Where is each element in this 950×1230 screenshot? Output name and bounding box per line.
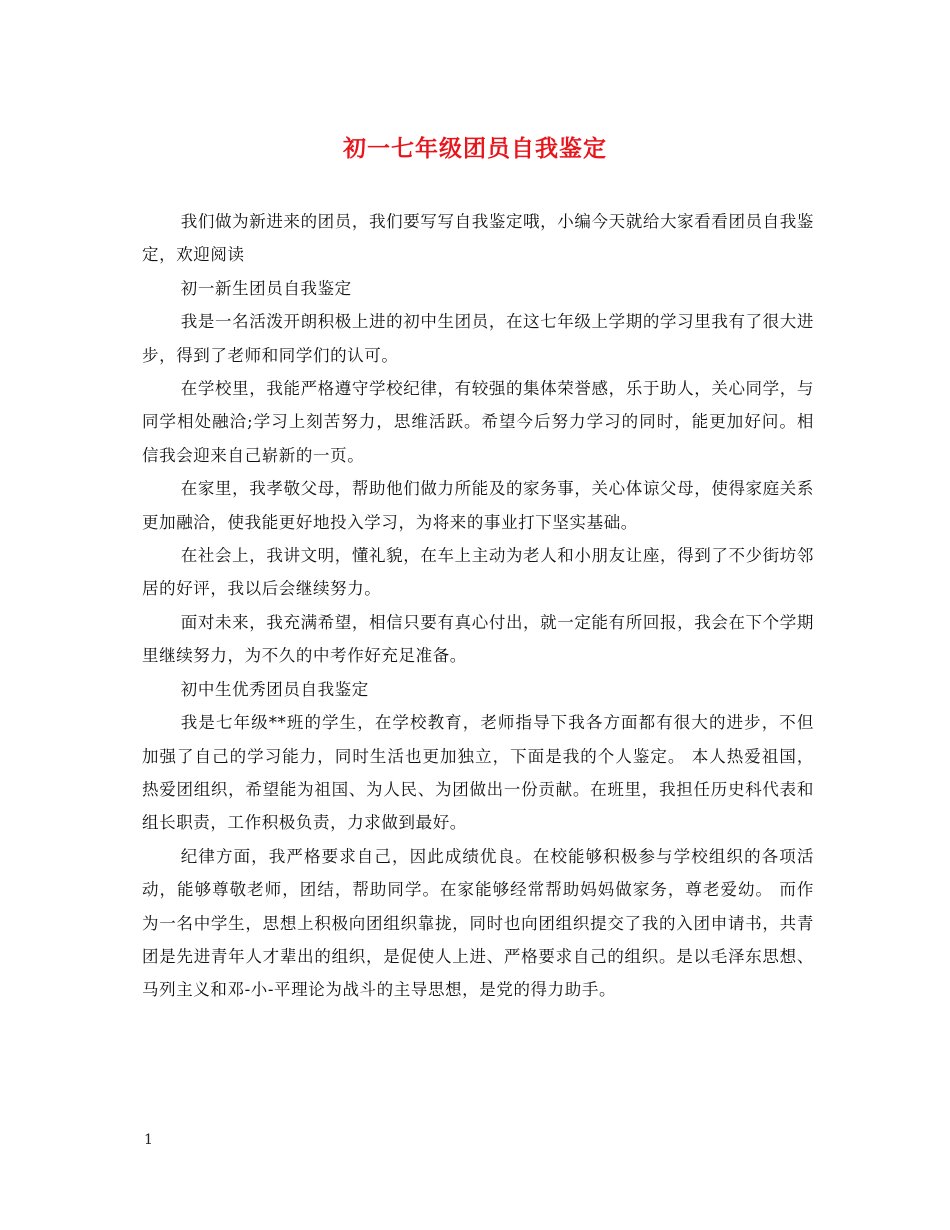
- section-heading-excellent-member: 初中生优秀团员自我鉴定: [180, 679, 369, 699]
- paragraph: 面对未来，我充满希望，相信只要有真心付出，就一定能有所回报，我会在下个学期里继续努力，为不久的中考作好充足准备。: [142, 612, 814, 666]
- section-heading-new-student: 初一新生团员自我鉴定: [180, 278, 352, 298]
- paragraph: 我是一名活泼开朗积极上进的初中生团员，在这七年级上学期的学习里我有了很大进步，得到了老师和同学们的认可。: [142, 312, 814, 365]
- paragraph: 纪律方面，我严格要求自己，因此成绩优良。在校能够积极参与学校组织的各项活动，能够尊敬老师，团结，帮助同学。在家能够经常帮助妈妈做家务，尊老爱幼。 而作为一名中学生，思想上积极向团组织靠拢，同时也向团组织提交了我的入团申请书，共青团是先进青年人才辈出的组织，是促使人上进、严格要求自己的组织。是以毛泽东思想、马列主义和邓-小-平理论为战斗的主导思想，是党的得力助手。: [142, 846, 814, 1000]
- page-number: 1: [144, 1132, 153, 1148]
- document-title: 初一七年级团员自我鉴定: [343, 135, 607, 162]
- paragraph-intro: 我们做为新进来的团员，我们要写写自我鉴定哦，小编今天就给大家看看团员自我鉴定，欢迎阅读: [142, 212, 814, 265]
- document-body: [142, 205, 814, 1007]
- paragraph: 在学校里，我能严格遵守学校纪律，有较强的集体荣誉感，乐于助人，关心同学，与同学相处融洽;学习上刻苦努力，思维活跃。希望今后努力学习的同时，能更加好问。相信我会迎来自己崭新的一页。: [142, 379, 814, 465]
- paragraph: 在家里，我孝敬父母，帮助他们做力所能及的家务事，关心体谅父母，使得家庭关系更加融洽，使我能更好地投入学习，为将来的事业打下坚实基础。: [142, 479, 814, 532]
- paragraph: 我是七年级**班的学生，在学校教育，老师指导下我各方面都有很大的进步，不但加强了自己的学习能力，同时生活也更加独立，下面是我的个人鉴定。 本人热爱祖国，热爱团组织，希望能为祖国、为人民、为团做出一份贡献。在班里，我担任历史科代表和组长职责，工作积极负责，力求做到最好。: [142, 713, 814, 833]
- paragraph: 在社会上，我讲文明，懂礼貌，在车上主动为老人和小朋友让座，得到了不少街坊邻居的好评，我以后会继续努力。: [142, 546, 814, 599]
